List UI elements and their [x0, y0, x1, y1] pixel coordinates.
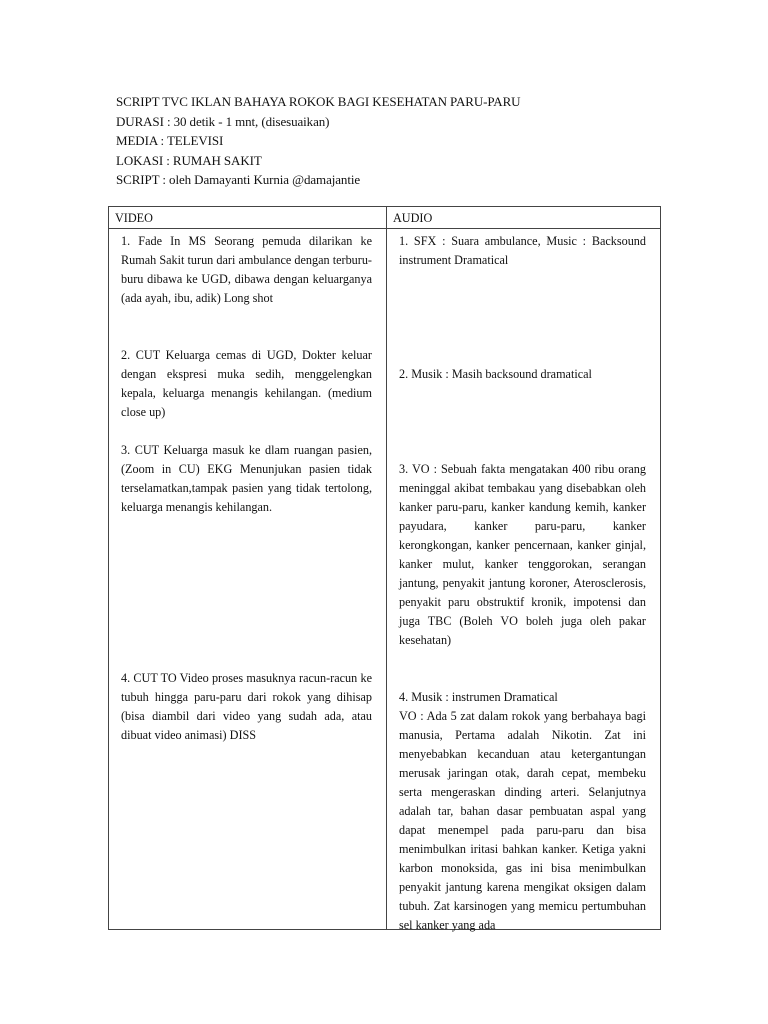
audio-scene-4-vo: VO : Ada 5 zat dalam rokok yang berbahaya bagi manusia, Pertama adalah Nikotin. Zat ini menyebabkan kecanduan atau ketergantungan merusak jaringan otak, darah cepat, membeku serta mengeraskan dinding arteri. Selanjutnya adalah tar, bahan dasar pembuatan aspal yang dapat menempel pada paru-paru dan bisa menimbulkan iritasi bahkan kanker. Ketiga yakni karbon monoksida, gas ini bisa menimbulkan penyakit jantung karena mengikat oksigen dalam tubuh. Zat karsinogen yang memicu pertumbuhan sel kanker yang ada	[399, 709, 646, 932]
location-line: LOKASI : RUMAH SAKIT	[116, 152, 262, 168]
author-line: SCRIPT : oleh Damayanti Kurnia @damajantie	[116, 172, 361, 187]
audio-scene-1: 1. SFX : Suara ambulance, Music : Backsound instrument Dramatical	[399, 234, 646, 267]
media-line: MEDIA : TELEVISI	[116, 133, 224, 148]
audio-scene-2: 2. Musik : Masih backsound dramatical	[399, 367, 592, 381]
document-title: SCRIPT TVC IKLAN BAHAYA ROKOK BAGI KESEHATAN PARU-PARU	[116, 94, 521, 109]
table-header-row	[109, 207, 661, 229]
audio-cell	[387, 229, 661, 930]
document-header	[116, 92, 676, 190]
video-cell	[109, 229, 387, 930]
video-scene-4: 4. CUT TO Video proses masuknya racun-racun ke tubuh hingga paru-paru dari rokok yang dihisap (bisa diambil dari video yang sudah ada, atau dibuat video animasi) DISS	[121, 671, 372, 742]
audio-scene-3: 3. VO : Sebuah fakta mengatakan 400 ribu orang meninggal akibat tembakau yang disebabkan oleh kanker paru-paru, kanker kandung kemih, kanker payudara, kanker paru-paru, kanker kerongkongan, kanker pencernaan, kanker ginjal, kanker mulut, kanker tenggorokan, serangan jantung, penyakit jantung koroner, Aterosclerosis, penyakit paru obstruktif kronik, impotensi dan juga TBC (Boleh VO boleh juga oleh pakar kesehatan)	[399, 462, 646, 647]
audio-column-header: AUDIO	[387, 207, 661, 229]
table-row	[109, 229, 661, 930]
script-table	[108, 206, 661, 930]
video-scene-1: 1. Fade In MS Seorang pemuda dilarikan ke Rumah Sakit turun dari ambulance dengan terburu- buru dibawa ke UGD, dibawa dengan keluarganya (ada ayah, ibu, adik) Long shot	[121, 234, 372, 305]
video-scene-3: 3. CUT Keluarga masuk ke dlam ruangan pasien, (Zoom in CU) EKG Menunjukan pasien tidak terselamatkan,tampak pasien yang tidak tertolong, keluarga menangis kehilangan.	[121, 443, 372, 514]
video-scene-2: 2. CUT Keluarga cemas di UGD, Dokter keluar dengan ekspresi muka sedih, menggelengkan kepala, keluarga menangis kehilangan. (medium close up)	[121, 348, 372, 419]
video-column-header: VIDEO	[109, 207, 387, 229]
duration-line: DURASI : 30 detik - 1 mnt, (disesuaikan)	[116, 113, 330, 129]
audio-scene-4-music: 4. Musik : instrumen Dramatical	[399, 690, 558, 704]
